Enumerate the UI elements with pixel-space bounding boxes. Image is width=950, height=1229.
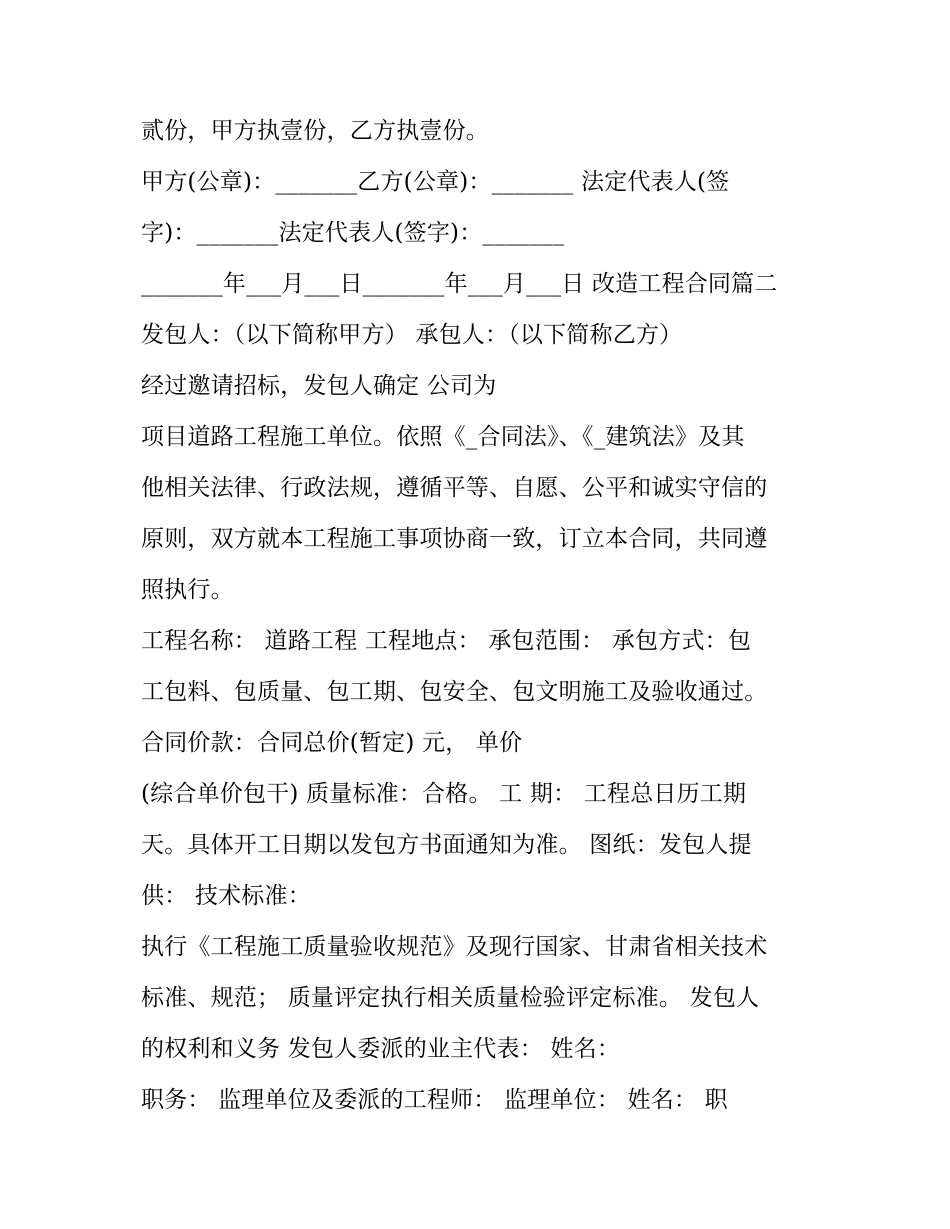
text-line: _______年___月___日_______年___月___日 改造工程合同篇二	[141, 271, 778, 297]
text-line: 供： 技术标准：	[141, 883, 311, 909]
text-line: 合同价款：合同总价(暂定) 元， 单价	[141, 730, 523, 756]
text-line: 工包料、包质量、包工期、包安全、包文明施工及验收通过。	[141, 679, 768, 705]
text-line: 照执行。	[141, 577, 234, 603]
text-line: 原则，双方就本工程施工事项协商一致，订立本合同，共同遵	[141, 526, 768, 552]
text-line: 工程名称： 道路工程 工程地点： 承包范围： 承包方式：包	[141, 628, 752, 654]
text-line: 经过邀请招标，发包人确定 公司为	[141, 373, 497, 399]
text-line: 他相关法律、行政法规，遵循平等、自愿、公平和诚实守信的	[141, 475, 768, 501]
text-line: 字)：_______法定代表人(签字)：_______	[141, 220, 565, 246]
text-line: (综合单价包干) 质量标准：合格。 工 期： 工程总日历工期	[141, 781, 747, 807]
document-body	[141, 106, 821, 1126]
text-line: 的权利和义务 发包人委派的业主代表： 姓名：	[141, 1036, 621, 1062]
text-line: 发包人：（以下简称甲方） 承包人：（以下简称乙方）	[141, 322, 683, 348]
text-line: 天。具体开工日期以发包方书面通知为准。 图纸：发包人提	[141, 832, 752, 858]
text-line: 贰份，甲方执壹份，乙方执壹份。	[141, 118, 489, 144]
text-line: 项目道路工程施工单位。依照《_合同法》、《_建筑法》及其	[141, 424, 745, 450]
text-line: 标准、规范； 质量评定执行相关质量检验评定标准。 发包人	[141, 985, 760, 1011]
text-line: 执行《工程施工质量验收规范》及现行国家、甘肃省相关技术	[141, 934, 768, 960]
text-line: 甲方(公章)：_______乙方(公章)：_______ 法定代表人(签	[141, 169, 730, 195]
text-line: 职务： 监理单位及委派的工程师： 监理单位： 姓名： 职	[141, 1087, 728, 1113]
